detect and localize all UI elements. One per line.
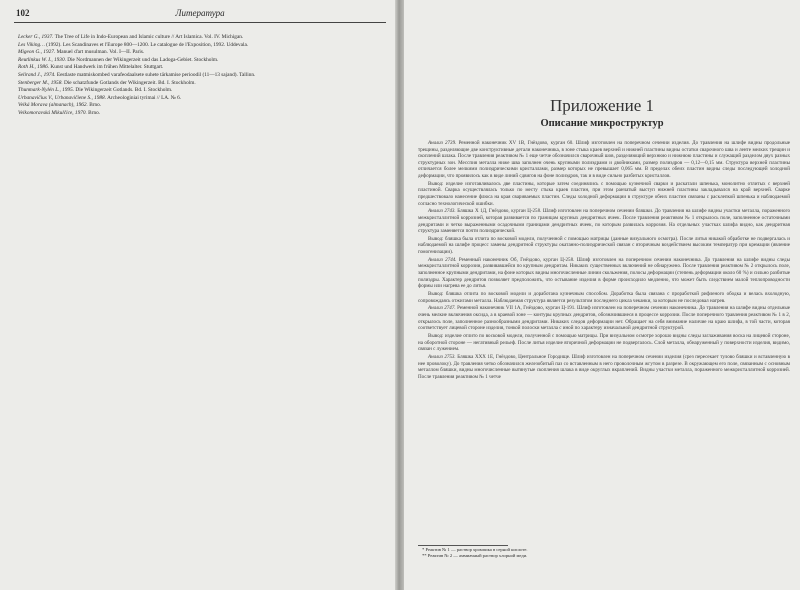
conclusion-paragraph: Вывод: изделие отлито по восковой модели, полученной с помощью матрицы. При визуальном осмотре хорошо видны следы заглаживания воска на лицевой стороне, на оборотной стороне — негативный рельеф. После литья изделие вторичной деформации не подвергалось. Слой металла, обнаруженный у поверхности изделия, видимо, связан с лужением. bbox=[418, 332, 790, 353]
conclusion-paragraph: Вывод: бляшка отлита по восковой модели и доработана кузнечным способом. Доработка была связана с проработкой рифленого ободка и велась вхолодную, сопровождаясь отжигами металла. Наблюдаемая структура является результатом последнего цикла чеканки, за которым не последовал нагрев. bbox=[418, 291, 790, 304]
analysis-paragraph: Анализ 2739. Ременной наконечник XV 1В, Гнёздово, курган 60. Шлиф изготовлен на поперечном сечении изделия. До травления на шлифе видны продольные трещины, разделяющие две конструктивные детали наконечника, в зоне стыка краев верхней и нижней пластины видны остатки сварочного шва и ленте мелких трещин и скоплений шлака. После травления реактивом № 1 еще четче обозначился сварочный шов, разделяющий верхнюю и нижнюю пластины и служащий разделом двух разных структурных зон. Месспия металла ниже шва заполнен очень крупными полиэдрами и двойниками, размер полиэдров — 0,12—0,15 мм. Структура верхней пластины отличается более мелкими полиэдрическими кристаллами, размер которых не превышает 0,065 мм. В пределах обеих пластин видны следы последующей холодной деформации, что проявилось как в виде линий сдвигов на фоне полиэдров, так и в виде сильно разбитых кристаллов. bbox=[418, 140, 790, 179]
left-page bbox=[0, 0, 395, 590]
reference-entry: Urbanavičius V., Urbanavičiene S., 1988. Archeologiniai tyrimai // LA. № 6. bbox=[18, 94, 182, 101]
analysis-paragraph: Анализ 2753. Бляшка XXX 1Е, Гнёздово, Центральное Городище. Шлиф изготовлен на поперечном сечении изделия (срез пересекает тулово бляшки и вставленную в нее проволоку). До травления четко обозначился железобитый паз со вставленным в него проволочным жгутом в разрезе. В окружающем его поле, связанным с основным металлом бляшки, видны многочисленные вытянутые скопления шлака в виде округлых вкраплений. Видны участки металла, пораженного межкристаллитной коррозией. После травления реактивом № 1 четче bbox=[418, 353, 791, 380]
right-page bbox=[404, 0, 800, 590]
footnote: * Реактив № 1 — раствор хромпика в серной кислоте. bbox=[422, 547, 528, 552]
book-gutter bbox=[395, 0, 404, 590]
conclusion-paragraph: Вывод: изделие изготавливалось две пластины, которые затем соединялись с помощью кузнечной сварки и раскатали шпенька, монолитно отлитых с верхней пластиной. Сварка осуществлялась только по месту стыка краев пластин, при этом ранчатый выступ нижней пластины закладывался на край верхней. Сварке предшествовало нанесение флюса на края свариваемых пластин. Следы холодной деформации в структуре обеих пластин связаны с расклепкой шпенька и наблюдаемой согласно технологической ошибки. bbox=[418, 180, 790, 207]
reference-entry: Velkomoravská Mikulčice, 1970. Brno. bbox=[18, 109, 101, 116]
running-title: Литература bbox=[175, 8, 225, 18]
reference-entry: Stenberger M., 1958. Die schatzfunde Gotlands der Wikingerzeit. Bd. I. Stockholm. bbox=[18, 79, 196, 86]
reference-entry: Thunmark-Nylén L., 1995. Die Wikingerzeit Gotlands. Bd. I. Stockholm. bbox=[18, 87, 173, 94]
reference-entry: Migeon G., 1927. Manuel d'art musulman. Vol. I—II. Paris. bbox=[18, 49, 145, 56]
analysis-paragraph: Анализ 2744. Ременный наконечник Об, Гнёздово, курган Ц-258. Шлиф изготовлен на поперечном сечении наконечника. До травления на шлифе видны следы межкристаллитной коррозии, развивавшейся по крупным дендритам. Никаких существенных включений не обнаружено. После травления реактивом № 2 открылось поле, заполненное крупными дендритами, на фоне которых видны многочисленные линии скольжения, полосы деформации (степень деформации около 60 %) и сильно разбитые полиэдры. Характер дендритов позволяет предположить, что остывание изделия в форме происходило медленно, что может быть следствием малой теплопроводности формы или нагрева ее до литья. bbox=[418, 256, 791, 290]
reference-entry: Roth H., 1986. Kunst und Handwerk im frühen Mittelalter. Stuttgart. bbox=[18, 64, 164, 71]
analysis-paragraph: Анализ 2747. Ременной наконечник VII 1А, Гнёздово, курган Ц-191. Шлиф изготовлен на поперечном сечении наконечника. До травления на шлифе видны отдельные очень мелкие включения оксида, а в краевой зоне — контуры крупных дендритов, обозначившиеся в процессе коррозии. После поперечного травления реактивом № 1 в 2, открылось поле, заполненное разнообразными дендритами. Никаких следов деформации нет. Обращает на себя внимание наличие на краю шлифа, в той части, которая соответствует лицевой стороне изделия, тонкой полоски металла с иной по характеру изначальной дендритной структурой. bbox=[418, 305, 791, 332]
reference-entry: Les Viking… (1992). Les Scandinaves et l'Europe 800—1200. Le catalogue de l'Exposition, 1992. Uddevala. bbox=[18, 41, 249, 48]
appendix-subtitle: Описание микроструктур bbox=[540, 118, 664, 129]
footnote: ** Реактив № 2 — аммиачный раствор хлорной меди. bbox=[422, 553, 528, 558]
analysis-paragraph: Анализ 2743. Бляшка Х 1Д, Гнёздово, курган Ц-258. Шлиф изготовлен на поперечном сечении бляшки. До травления на шлифе видны участки металла, пораженного межкристаллитной коррозией, которая развивается по границам крупных дендритных ячеек. После травления реактивом № 1 открылось поле, заполненное остаточными дендритами и четко выраженными осадочными границами дендритных ячеек, по которым развилась коррозия. На отдельных участках шлифа видно, как дендритная структура заменяется почти полиэдрической. bbox=[418, 208, 791, 235]
reference-list bbox=[18, 34, 386, 118]
appendix-title: Приложение 1 bbox=[550, 96, 654, 115]
appendix-body bbox=[418, 140, 790, 381]
conclusion-paragraph: Вывод: бляшка была отлита по восковой модели, полученной с помощью матрицы (данные визуального осмотра). После литья никакой обработке не подвергалась и наблюдаемой на шлифе процесс замены дендритной структуры окатанно-полиэдрической связан с вторичным воздействием высоким температур при кремации (явление гомогенизации). bbox=[418, 235, 790, 256]
footnote-rule bbox=[418, 545, 508, 546]
reference-entry: Lecker G., 1937. The Tree of Life in Indo-European and Islamic culture // Art Islamica. Vol. IV. Michigan. bbox=[18, 34, 244, 40]
reference-entry: Selirand J., 1974. Eestlaste matmiskombed varafeodaalsete suhete tärkamise perioodil (11—13 sajand). Tallinn. bbox=[18, 71, 256, 78]
reference-entry: Velká Morava (almanach), 1962. Brno. bbox=[18, 102, 102, 109]
page-number: 102 bbox=[16, 8, 30, 18]
running-header bbox=[14, 8, 386, 23]
reference-entry: Reutlinkus W. I., 1930. Die Nordmannen der Wikingerzeit und das Ladoga-Gebiet. Stockholm. bbox=[18, 56, 219, 63]
